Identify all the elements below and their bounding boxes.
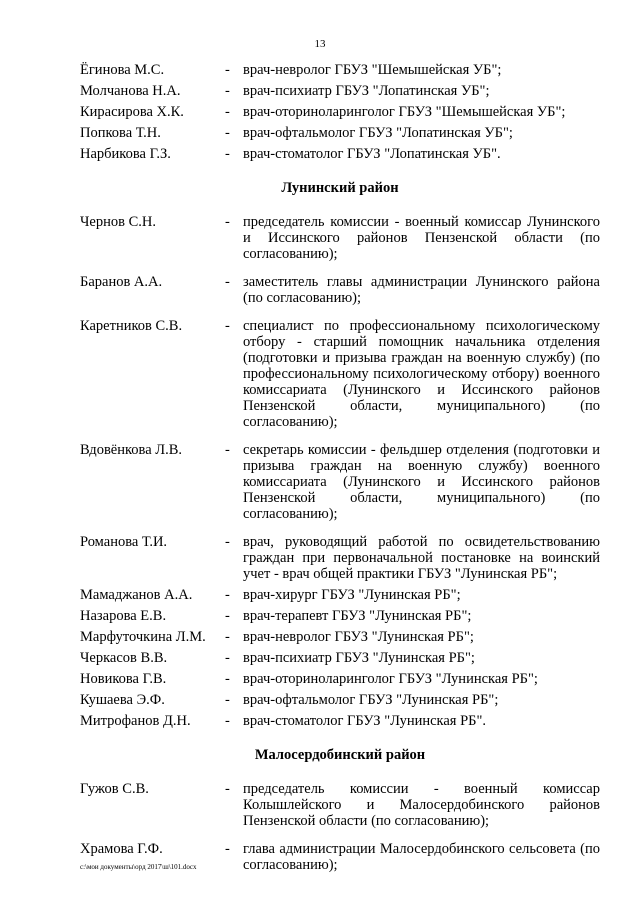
- person-role: специалист по профессиональному психологическому отбору - старший помощник начальника отделения (подготовки и призыва граждан на военную службу) (по профессиональному психологическому отбору) военного комиссариата (Лунинского и Иссинского районов Пензенской области, муниципального) (по согласованию);: [243, 318, 600, 430]
- person-name: Каретников С.В.: [80, 318, 183, 334]
- person-role: врач-оториноларинголог ГБУЗ "Лунинская РБ";: [243, 671, 538, 687]
- person-role: врач-оториноларинголог ГБУЗ "Шемышейская УБ";: [243, 104, 566, 120]
- person-role: врач-офтальмолог ГБУЗ "Лопатинская УБ";: [243, 125, 513, 141]
- list-item: [80, 629, 600, 645]
- list-item: [80, 671, 600, 687]
- person-role: врач-терапевт ГБУЗ "Лунинская РБ";: [243, 608, 472, 624]
- footer-file-path: с:\мои документы\орд 2017\ш\101.docx: [80, 863, 197, 871]
- dash-separator: -: [225, 534, 230, 550]
- list-item: [80, 534, 600, 582]
- section-title: Лунинский район: [281, 180, 399, 196]
- person-role: врач, руководящий работой по освидетельствованию граждан при первоначальной постановке на воинский учет - врач общей практики ГБУЗ "Лунинская РБ";: [243, 534, 600, 582]
- dash-separator: -: [225, 608, 230, 624]
- person-role: заместитель главы администрации Лунинского района (по согласованию);: [243, 274, 600, 306]
- person-name: Вдовёнкова Л.В.: [80, 442, 183, 458]
- person-name: Ёгинова М.С.: [80, 62, 165, 78]
- dash-separator: -: [225, 650, 230, 666]
- person-role: секретарь комиссии - фельдшер отделения (подготовки и призыва граждан на военную службу) военного комиссариата (Лунинского и Иссинского районов Пензенской области, муниципального) (по согласованию);: [243, 442, 600, 522]
- list-item: [80, 146, 600, 162]
- person-name: Молчанова Н.А.: [80, 83, 181, 99]
- dash-separator: -: [225, 629, 230, 645]
- list-item: [80, 274, 600, 306]
- dash-separator: -: [225, 781, 230, 797]
- list-item: [80, 83, 600, 99]
- section-title: Малосердобинский район: [254, 747, 426, 763]
- person-name: Чернов С.Н.: [80, 214, 156, 230]
- person-name: Храмова Г.Ф.: [80, 841, 163, 857]
- list-item: [80, 608, 600, 624]
- list-item: [80, 692, 600, 708]
- dash-separator: -: [225, 587, 230, 603]
- person-name: Мамаджанов А.А.: [80, 587, 193, 603]
- person-name: Кирасирова Х.К.: [80, 104, 184, 120]
- dash-separator: -: [225, 83, 230, 99]
- dash-separator: -: [225, 104, 230, 120]
- list-item: [80, 781, 600, 829]
- list-item: [80, 104, 600, 120]
- person-name: Назарова Е.В.: [80, 608, 167, 624]
- person-name: Романова Т.И.: [80, 534, 168, 550]
- document-body: [80, 62, 600, 873]
- list-item: [80, 318, 600, 430]
- dash-separator: -: [225, 318, 230, 334]
- dash-separator: -: [225, 274, 230, 290]
- person-name: Кушаева Э.Ф.: [80, 692, 165, 708]
- dash-separator: -: [225, 841, 230, 857]
- list-item: [80, 62, 600, 78]
- person-role: врач-стоматолог ГБУЗ "Лопатинская УБ".: [243, 146, 501, 162]
- list-item: [80, 650, 600, 666]
- dash-separator: -: [225, 671, 230, 687]
- list-item: [80, 713, 600, 729]
- person-name: Новикова Г.В.: [80, 671, 167, 687]
- person-role: врач-психиатр ГБУЗ "Лунинская РБ";: [243, 650, 475, 666]
- list-item: [80, 125, 600, 141]
- person-role: врач-стоматолог ГБУЗ "Лунинская РБ".: [243, 713, 487, 729]
- dash-separator: -: [225, 442, 230, 458]
- person-name: Нарбикова Г.З.: [80, 146, 171, 162]
- person-role: врач-хирург ГБУЗ "Лунинская РБ";: [243, 587, 461, 603]
- dash-separator: -: [225, 692, 230, 708]
- dash-separator: -: [225, 62, 230, 78]
- person-role: глава администрации Малосердобинского сельсовета (по согласованию);: [243, 841, 600, 873]
- list-item: [80, 442, 600, 522]
- person-name: Попкова Т.Н.: [80, 125, 161, 141]
- person-name: Черкасов В.В.: [80, 650, 168, 666]
- dash-separator: -: [225, 713, 230, 729]
- page-number: 13: [314, 38, 326, 50]
- person-role: врач-невролог ГБУЗ "Шемышейская УБ";: [243, 62, 502, 78]
- person-role: председатель комиссии - военный комиссар Лунинского и Иссинского районов Пензенской области (по согласованию);: [243, 214, 600, 262]
- dash-separator: -: [225, 214, 230, 230]
- person-name: Митрофанов Д.Н.: [80, 713, 191, 729]
- list-item: [80, 587, 600, 603]
- person-role: председатель комиссии - военный комиссар Колышлейского и Малосердобинского районов Пензенской области (по согласованию);: [243, 781, 600, 829]
- person-role: врач-психиатр ГБУЗ "Лопатинская УБ";: [243, 83, 490, 99]
- list-item: [80, 214, 600, 262]
- dash-separator: -: [225, 125, 230, 141]
- person-name: Гужов С.В.: [80, 781, 149, 797]
- dash-separator: -: [225, 146, 230, 162]
- person-name: Марфуточкина Л.М.: [80, 629, 206, 645]
- person-name: Баранов А.А.: [80, 274, 163, 290]
- person-role: врач-невролог ГБУЗ "Лунинская РБ";: [243, 629, 474, 645]
- person-role: врач-офтальмолог ГБУЗ "Лунинская РБ";: [243, 692, 499, 708]
